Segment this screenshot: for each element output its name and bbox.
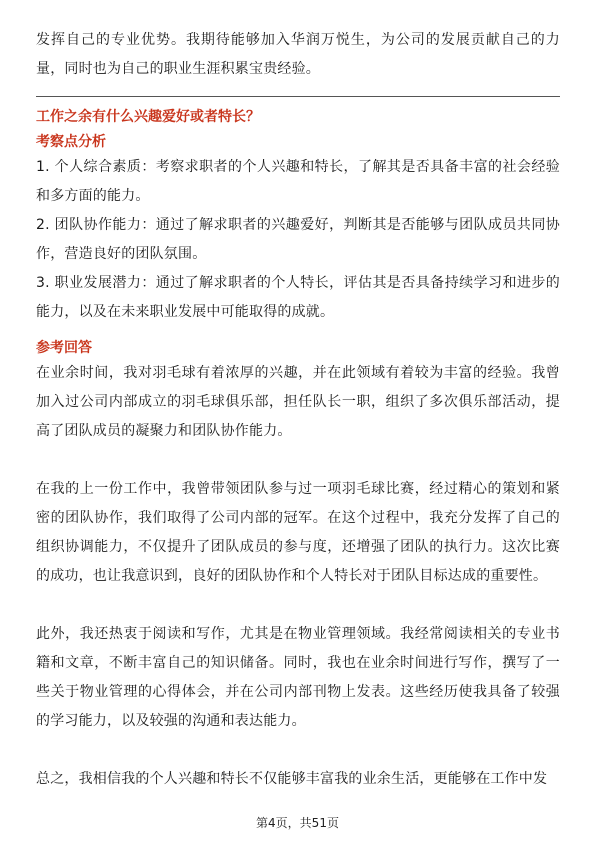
answer-heading: 参考回答 [36,340,92,356]
section-divider [36,96,560,97]
paragraph-gap [36,591,560,620]
analysis-item-2: 2. 团队协作能力：通过了解求职者的兴趣爱好，判断其是否能够与团队成员共同协作，营造良好的团队氛围。 [36,217,560,262]
analysis-heading: 考察点分析 [36,134,106,150]
document-page [36,26,560,794]
page-number: 第4页，共51页 [256,816,339,830]
paragraph-gap [36,736,560,765]
paragraph-gap [36,446,560,475]
intro-paragraph: 发挥自己的专业优势。我期待能够加入华润万悦生，为公司的发展贡献自己的力量，同时也为自己的职业生涯积累宝贵经验。 [36,32,560,77]
question-title: 工作之余有什么兴趣爱好或者特长？ [36,109,260,125]
answer-paragraph-4: 总之，我相信我的个人兴趣和特长不仅能够丰富我的业余生活，更能够在工作中发 [36,771,548,787]
answer-paragraph-1: 在业余时间，我对羽毛球有着浓厚的兴趣，并在此领域有着较为丰富的经验。我曾加入过公司内部成立的羽毛球俱乐部，担任队长一职，组织了多次俱乐部活动，提高了团队成员的凝聚力和团队协作能力。 [36,365,560,439]
analysis-item-1: 1. 个人综合素质：考察求职者的个人兴趣和特长，了解其是否具备丰富的社会经验和多方面的能力。 [36,159,560,204]
answer-paragraph-2: 在我的上一份工作中，我曾带领团队参与过一项羽毛球比赛，经过精心的策划和紧密的团队协作，我们取得了公司内部的冠军。在这个过程中，我充分发挥了自己的组织协调能力，不仅提升了团队成员的参与度，还增强了团队的执行力。这次比赛的成功，也让我意识到，良好的团队协作和个人特长对于团队目标达成的重要性。 [36,481,560,584]
answer-paragraph-3: 此外，我还热衷于阅读和写作，尤其是在物业管理领域。我经常阅读相关的专业书籍和文章，不断丰富自己的知识储备。同时，我也在业余时间进行写作，撰写了一些关于物业管理的心得体会，并在公司内部刊物上发表。这些经历使我具备了较强的学习能力，以及较强的沟通和表达能力。 [36,626,560,729]
analysis-item-3: 3. 职业发展潜力：通过了解求职者的个人特长，评估其是否具备持续学习和进步的能力，以及在未来职业发展中可能取得的成就。 [36,275,560,320]
